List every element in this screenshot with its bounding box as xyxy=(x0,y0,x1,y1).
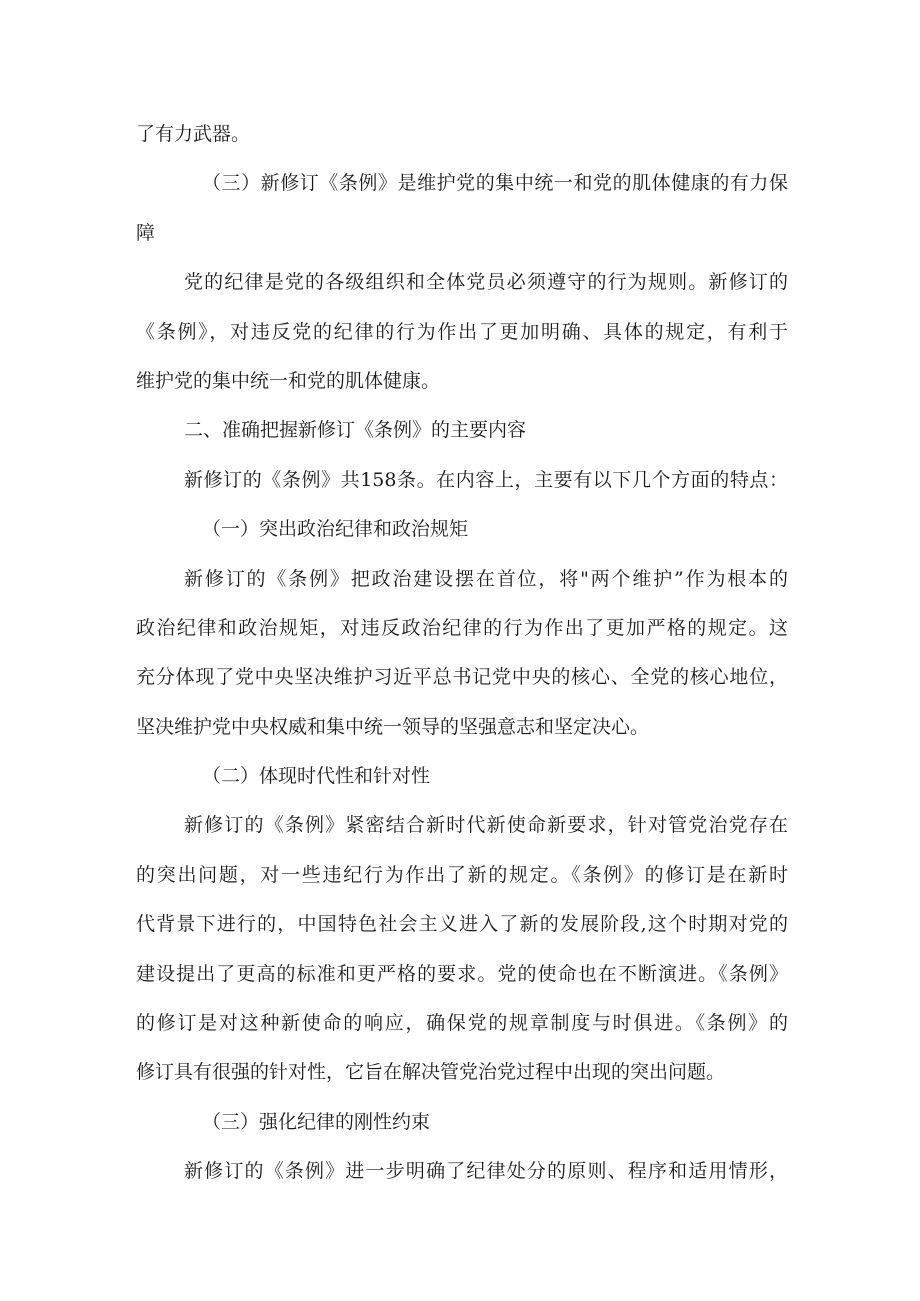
chapter-heading: 二、准确把握新修订《条例》的主要内容 xyxy=(184,419,527,442)
paragraph-line: 的修订是对这种新使命的响应，确保党的规章制度与时俱进。《条例》的 xyxy=(136,1012,788,1035)
paragraph-line: 政治纪律和政治规矩，对违反政治纪律的行为作出了更加严格的规定。这 xyxy=(136,616,788,639)
paragraph-line: 新修订的《条例》把政治建设摆在首位，将"两个维护”作为根本的 xyxy=(184,567,788,590)
paragraph-line: 党的纪律是党的各级组织和全体党员必须遵守的行为规则。新修订的 xyxy=(184,271,788,294)
section-heading: （二）体现时代性和针对性 xyxy=(202,765,431,788)
paragraph-line: 的突出问题，对一些违纪行为作出了新的规定。《条例》的修订是在新时 xyxy=(136,863,788,886)
paragraph-line: 建设提出了更高的标准和更严格的要求。党的使命也在不断演进。《条例》 xyxy=(136,962,788,985)
section-heading: （三）强化纪律的刚性约束 xyxy=(202,1110,431,1133)
paragraph-line: 坚决维护党中央权威和集中统一领导的坚强意志和坚定决心。 xyxy=(136,715,650,738)
paragraph-line: 维护党的集中统一和党的肌体健康。 xyxy=(136,369,441,392)
document-body xyxy=(136,110,788,1197)
paragraph-line: 代背景下进行的，中国特色社会主义进入了新的发展阶段,这个时期对党的 xyxy=(136,913,788,936)
paragraph-line: 修订具有很强的针对性，它旨在解决管党治党过程中出现的突出问题。 xyxy=(136,1061,726,1084)
paragraph-line: 新修订的《条例》紧密结合新时代新使命新要求，针对管党治党存在 xyxy=(184,814,788,837)
paragraph-line: 新修订的《条例》进一步明确了纪律处分的原则、程序和适用情形， xyxy=(184,1160,788,1183)
section-heading-continuation: 障 xyxy=(136,221,156,244)
paragraph-line: 充分体现了党中央坚决维护习近平总书记党中央的核心、全党的核心地位， xyxy=(136,666,788,689)
section-heading: （三）新修订《条例》是维护党的集中统一和党的肌体健康的有力保 xyxy=(202,172,788,195)
section-heading: （一）突出政治纪律和政治规矩 xyxy=(202,518,469,541)
paragraph-line: 了有力武器。 xyxy=(136,123,251,145)
paragraph-line: 《条例》，对违反党的纪律的行为作出了更加明确、具体的规定，有利于 xyxy=(136,320,788,343)
paragraph-line: 新修订的《条例》共158条。在内容上，主要有以下几个方面的特点： xyxy=(184,468,788,491)
